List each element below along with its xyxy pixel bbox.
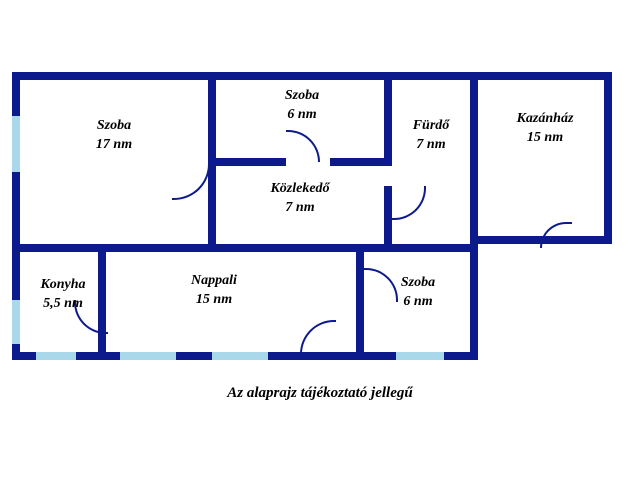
window-bottom-konyha <box>36 352 76 360</box>
room-area: 7 nm <box>285 199 315 215</box>
room-name: Közlekedő <box>270 181 330 196</box>
window-left-upper <box>12 116 20 172</box>
door-kazanhaz-entry[interactable] <box>540 222 572 248</box>
wall-furdo-left-lower <box>384 186 392 252</box>
door-kozlekedo-szoba6[interactable] <box>286 130 320 162</box>
floorplan-caption: Az alaprajz tájékoztató jellegű <box>227 385 413 401</box>
room-name: Szoba <box>96 118 132 133</box>
window-bottom-nappali-2 <box>212 352 268 360</box>
wall-szoba6-right <box>384 72 392 162</box>
wall-outer-top-left <box>12 72 478 80</box>
room-area: 6 nm <box>403 293 433 309</box>
room-name: Szoba <box>400 275 436 290</box>
room-name: Szoba <box>284 88 320 103</box>
wall-main-right <box>470 72 478 360</box>
room-label-nappali <box>140 272 288 310</box>
room-label-kozlekedo <box>216 180 384 218</box>
wall-outer-top-right <box>478 72 612 80</box>
room-name: Nappali <box>191 273 237 288</box>
room-area: 15 nm <box>195 291 233 307</box>
room-label-szoba-17 <box>42 117 186 155</box>
wall-kozlekedo-top-right <box>330 158 392 166</box>
room-label-szoba-6-lower <box>368 274 468 312</box>
wall-kazanhaz-right <box>604 72 612 244</box>
room-label-kazanhaz <box>486 110 604 148</box>
room-label-szoba-6-upper <box>224 87 380 125</box>
door-kozlekedo-furdo[interactable] <box>392 186 426 220</box>
room-label-furdo <box>392 117 470 155</box>
room-area: 5,5 nm <box>43 295 83 311</box>
wall-middle-horizontal <box>12 244 478 252</box>
window-bottom-szoba <box>396 352 444 360</box>
window-bottom-nappali-1 <box>120 352 176 360</box>
window-left-lower <box>12 300 20 344</box>
room-area: 15 nm <box>526 129 564 145</box>
room-name: Kazánház <box>516 111 574 126</box>
wall-kozlekedo-top-left <box>208 158 286 166</box>
door-szoba17-kozlekedo[interactable] <box>172 162 210 200</box>
room-area: 6 nm <box>287 106 317 122</box>
room-name: Fürdő <box>412 118 450 133</box>
room-area: 17 nm <box>95 136 133 152</box>
door-kozlekedo-nappali[interactable] <box>300 320 336 356</box>
room-label-konyha <box>20 276 106 314</box>
wall-szoba6-lower-left-stub <box>356 252 364 270</box>
room-name: Konyha <box>40 277 86 292</box>
room-area: 7 nm <box>416 136 446 152</box>
